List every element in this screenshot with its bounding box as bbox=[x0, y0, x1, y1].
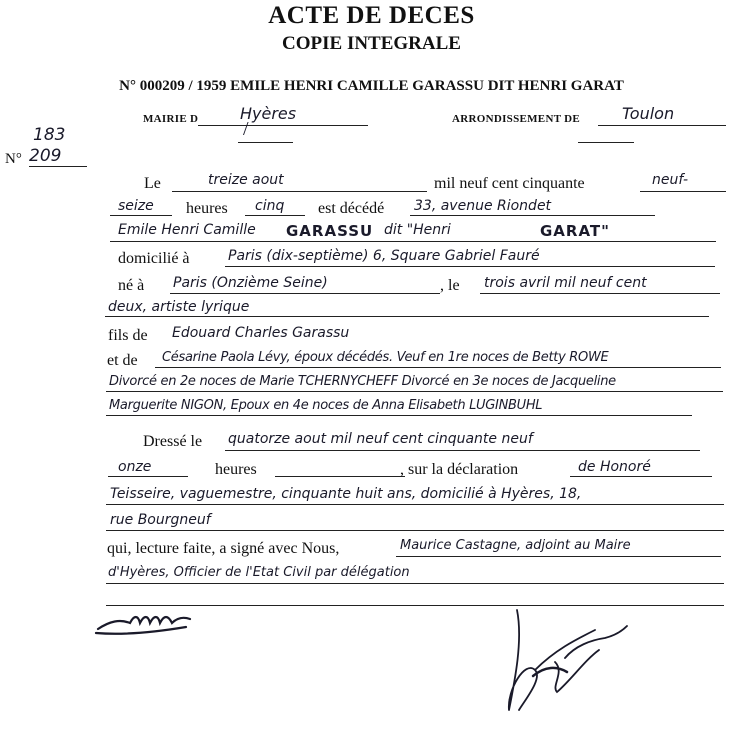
mairie-label: MAIRIE D bbox=[143, 113, 199, 125]
death-hour: seize bbox=[118, 198, 154, 214]
text-dresse-le: Dressé le bbox=[143, 433, 203, 450]
officer-signature bbox=[495, 600, 635, 730]
birth-place: Paris (Onzième Seine) bbox=[173, 275, 328, 291]
residence: Paris (dix-septième) 6, Square Gabriel Fauré bbox=[228, 248, 540, 264]
record-hour: onze bbox=[118, 459, 152, 475]
marriages-line-3: Marguerite NIGON, Epoux en 4e noces de Anna Elisabeth LUGINBUHL bbox=[109, 398, 543, 413]
arrondissement-label: ARRONDISSEMENT DE bbox=[452, 113, 581, 125]
text-domicilie: domicilié à bbox=[118, 250, 190, 267]
mother-and-marriages: Césarine Paola Lévy, époux décédés. Veuf en 1re noces de Betty ROWE bbox=[162, 350, 609, 365]
document-title: ACTE DE DECES bbox=[268, 2, 475, 29]
text-est-decede: est décédé bbox=[318, 200, 385, 217]
deceased-given-names: Emile Henri Camille bbox=[118, 222, 256, 238]
text-et-de: et de bbox=[107, 352, 138, 369]
text-fils-de: fils de bbox=[108, 327, 148, 344]
death-year: neuf- bbox=[652, 172, 689, 188]
birth-date: trois avril mil neuf cent bbox=[484, 275, 647, 291]
reference-line: N° 000209 / 1959 EMILE HENRI CAMILLE GARASSU DIT HENRI GARAT bbox=[119, 78, 624, 94]
deceased-surname: GARASSU bbox=[286, 222, 374, 240]
text-mil-neuf-cent: mil neuf cent cinquante bbox=[434, 175, 585, 192]
officer-name: Maurice Castagne, adjoint au Maire bbox=[400, 538, 631, 553]
officer-title: d'Hyères, Officier de l'Etat Civil par délégation bbox=[108, 565, 410, 580]
death-date: treize aout bbox=[208, 172, 284, 188]
text-heures: heures bbox=[186, 200, 228, 217]
mairie-value: Hyères bbox=[240, 104, 297, 123]
margin-number-prefix: N° bbox=[5, 151, 22, 167]
declarant-street: rue Bourgneuf bbox=[110, 512, 211, 528]
deceased-alias: GARAT" bbox=[540, 222, 610, 240]
text-qui-lecture-faite: qui, lecture faite, a signé avec Nous, bbox=[107, 540, 340, 557]
declarant-first-name: de Honoré bbox=[578, 459, 651, 475]
death-minute: cinq bbox=[255, 198, 285, 214]
text-le-2: , le bbox=[440, 277, 460, 294]
birth-year-profession: deux, artiste lyrique bbox=[108, 299, 250, 315]
arrondissement-value: Toulon bbox=[622, 104, 675, 123]
text-le: Le bbox=[144, 175, 161, 192]
margin-number: 209 bbox=[29, 146, 62, 166]
death-address: 33, avenue Riondet bbox=[414, 198, 552, 214]
father-name: Edouard Charles Garassu bbox=[172, 325, 350, 341]
marriages-line-2: Divorcé en 2e noces de Marie TCHERNYCHEFF Divorcé en 3e noces de Jacqueline bbox=[109, 374, 616, 389]
record-date: quatorze aout mil neuf cent cinquante neuf bbox=[228, 431, 533, 447]
text-heures-2: heures bbox=[215, 461, 257, 478]
deceased-dit: dit "Henri bbox=[384, 222, 451, 238]
text-ne-a: né à bbox=[118, 277, 145, 294]
margin-number-top: 183 bbox=[33, 125, 66, 145]
document-subtitle: COPIE INTEGRALE bbox=[282, 33, 461, 54]
declarant-details: Teisseire, vaguemestre, cinquante huit ans, domicilié à Hyères, 18, bbox=[110, 486, 582, 502]
declarant-signature bbox=[90, 605, 200, 640]
text-sur-la-declaration: , sur la déclaration bbox=[400, 461, 519, 478]
